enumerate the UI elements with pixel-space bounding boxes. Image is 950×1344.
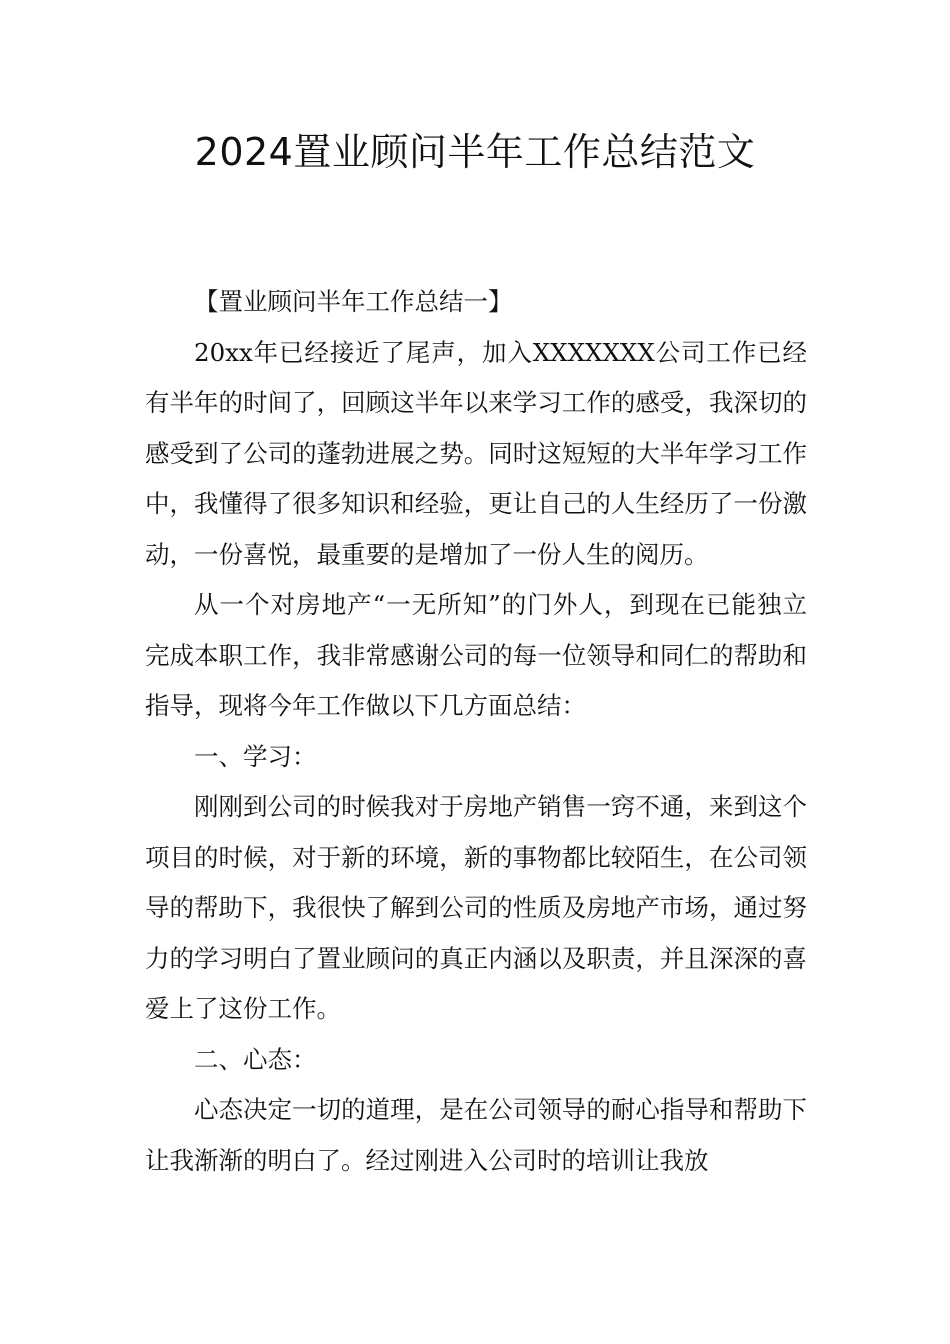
subheading-study: 一、学习： — [194, 741, 317, 771]
paragraph-mindset: 心态决定一切的道理，是在公司领导的耐心指导和帮助下让我渐渐的明白了。经过刚进入公司时的培训让我放 — [145, 1095, 807, 1175]
paragraph-intro: 20xx年已经接近了尾声，加入XXXXXXX公司工作已经有半年的时间了，回顾这半年以来学习工作的感受，我深切的感受到了公司的蓬勃进展之势。同时这短短的大半年学习工作中，我懂得了很多知识和经验，更让自己的人生经历了一份激动，一份喜悦，最重要的是增加了一份人生的阅历。 — [145, 337, 807, 569]
paragraph-gratitude: 从一个对房地产“一无所知”的门外人，到现在已能独立完成本职工作，我非常感谢公司的每一位领导和同仁的帮助和指导，现将今年工作做以下几方面总结： — [145, 590, 807, 720]
document-title: 2024置业顾问半年工作总结范文 — [194, 130, 756, 174]
section-heading: 【置业顾问半年工作总结一】 — [194, 287, 513, 316]
subheading-mindset: 二、心态： — [194, 1044, 317, 1074]
paragraph-study: 刚刚到公司的时候我对于房地产销售一窍不通，来到这个项目的时候，对于新的环境，新的事物都比较陌生，在公司领导的帮助下，我很快了解到公司的性质及房地产市场，通过努力的学习明白了置业顾问的真正内涵以及职责，并且深深的喜爱上了这份工作。 — [145, 792, 807, 1023]
document-body — [145, 277, 807, 1186]
